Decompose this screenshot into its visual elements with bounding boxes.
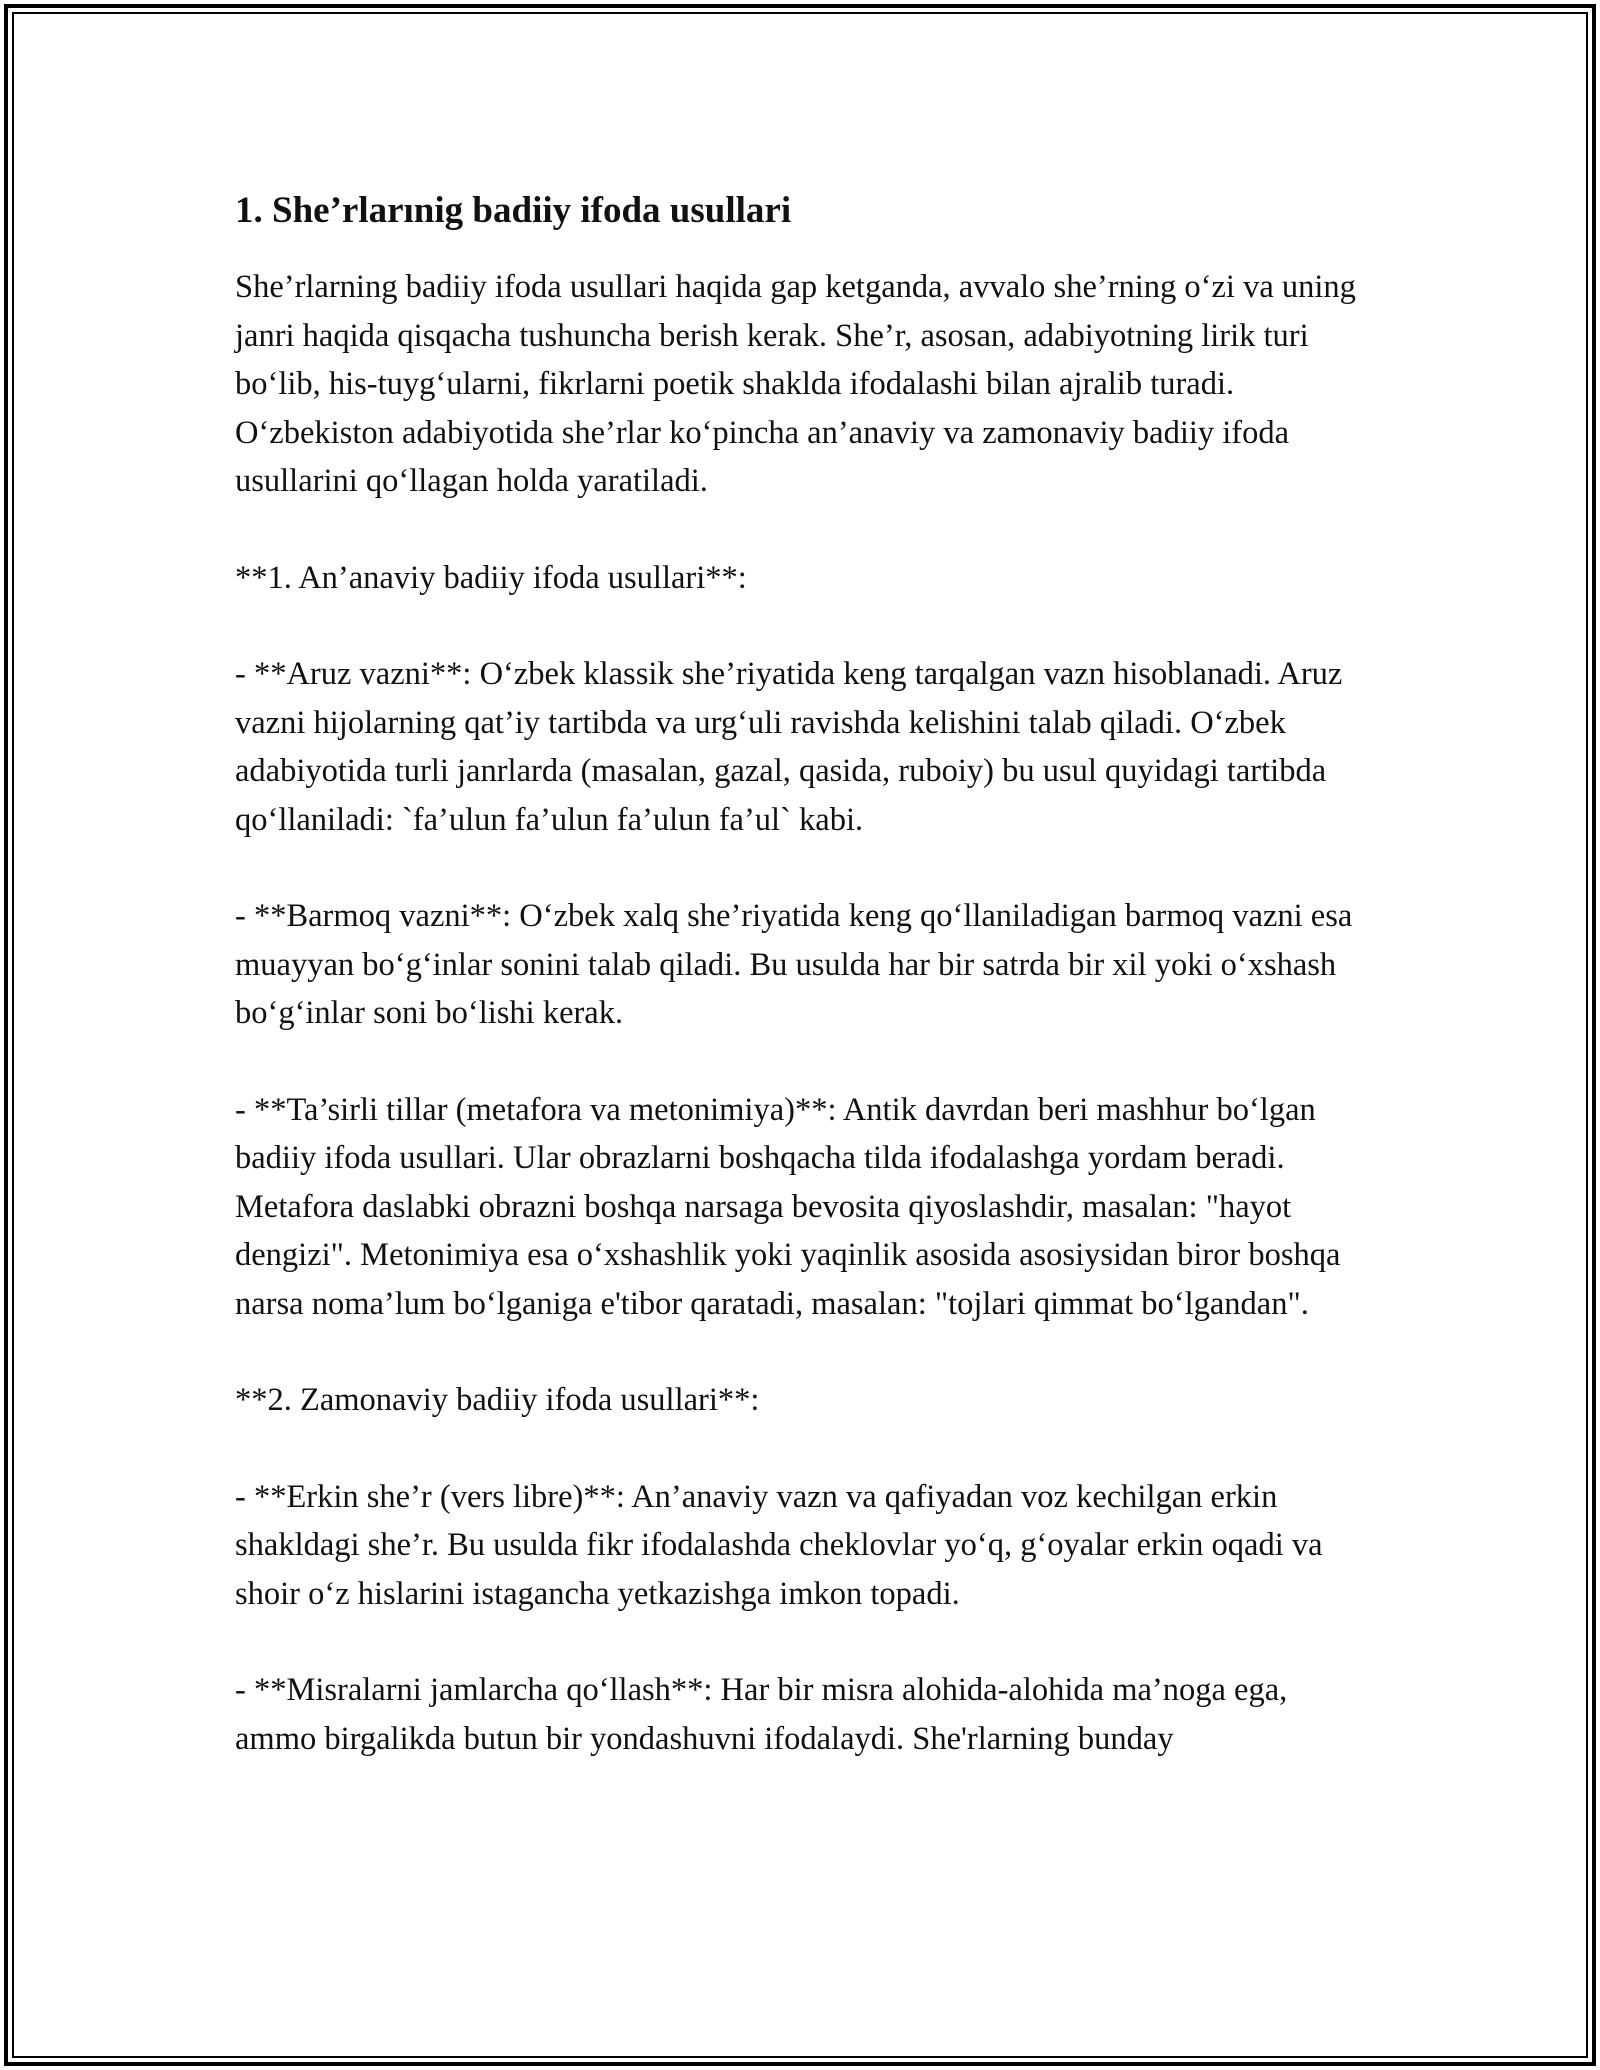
subheading-traditional: **1. An’anaviy badiiy ifoda usullari**: <box>235 559 747 596</box>
list-item-metafora: - **Ta’sirli tillar (metafora va metonimiya)**: Antik davrdan beri mashhur bo‘lgan badiiy ifoda usullari. Ular obrazlarni boshqacha tilda ifodalashga yordam beradi. Metafora daslabki obrazni boshqa narsaga bevosita qiyoslashdir, masalan: "hayot dengizi". Metonimiya esa o‘xshashlik yoki yaqinlik asosida asosiysidan biror boshqa narsa noma’lum bo‘lganiga e'tibor qaratadi, masalan: "tojlari qimmat bo‘lgandan". <box>235 1091 1341 1322</box>
document-body <box>235 185 1375 1811</box>
section-heading: 1. She’rlarınig badiiy ifoda usullari <box>235 190 792 231</box>
list-item-aruz: - **Aruz vazni**: O‘zbek klassik she’riyatida keng tarqalgan vazn hisoblanadi. Aruz vazni hijolarning qat’iy tartibda va urg‘uli ravishda kelishini talab qiladi. O‘zbek adabiyotida turli janrlarda (masalan, gazal, qasida, ruboiy) bu usul quyidagi tartibda qo‘llaniladi: `fa’ulun fa’ulun fa’ulun fa’ul` kabi. <box>235 656 1343 838</box>
paragraph-intro: She’rlarning badiiy ifoda usullari haqida gap ketganda, avvalo she’rning o‘zi va uning janri haqida qisqacha tushuncha berish kerak. She’r, asosan, adabiyotning lirik turi bo‘lib, his-tuyg‘ularni, fikrlarni poetik shaklda ifodalashi bilan ajralib turadi. O‘zbekiston adabiyotida she’rlar ko‘pincha an’anaviy va zamonaviy badiiy ifoda usullarini qo‘llagan holda yaratiladi. <box>235 269 1356 499</box>
list-item-misralar: - **Misralarni jamlarcha qo‘llash**: Har bir misra alohida-alohida ma’noga ega, ammo birgalikda butun bir yondashuvni ifodalaydi. She'rlarning bunday <box>235 1672 1288 1757</box>
list-item-erkin: - **Erkin she’r (vers libre)**: An’anaviy vazn va qafiyadan voz kechilgan erkin shakldagi she’r. Bu usulda fikr ifodalashda cheklovlar yo‘q, g‘oyalar erkin oqadi va shoir o‘z hislarini istagancha yetkazishga imkon topadi. <box>235 1478 1323 1612</box>
list-item-barmoq: - **Barmoq vazni**: O‘zbek xalq she’riyatida keng qo‘llaniladigan barmoq vazni esa muayyan bo‘g‘inlar sonini talab qiladi. Bu usulda har bir satrda bir xil yoki o‘xshash bo‘g‘inlar soni bo‘lishi kerak. <box>235 898 1353 1031</box>
subheading-modern: **2. Zamonaviy badiiy ifoda usullari**: <box>235 1382 760 1418</box>
